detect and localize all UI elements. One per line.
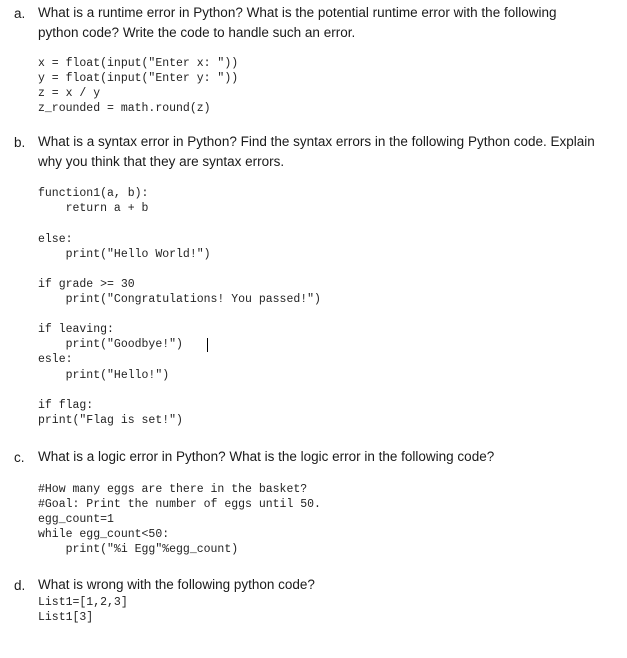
- question-c-text-line1: What is a logic error in Python? What is the logic error in the following code?: [38, 449, 495, 464]
- code-line: #Goal: Print the number of eggs until 50.: [38, 498, 321, 511]
- code-line: print("Congratulations! You passed!"): [38, 293, 321, 306]
- code-line: #How many eggs are there in the basket?: [38, 483, 308, 496]
- question-c-label: c.: [14, 450, 25, 465]
- code-line: print("%i Egg"%egg_count): [38, 543, 239, 556]
- code-line: z = x / y: [38, 87, 101, 100]
- question-a-label: a.: [14, 6, 26, 21]
- question-b-label: b.: [14, 135, 26, 150]
- code-line: if grade >= 30: [38, 278, 135, 291]
- code-line: return a + b: [38, 202, 149, 215]
- code-line: print("Hello World!"): [38, 248, 211, 261]
- question-d-text-line1: What is wrong with the following python code?: [38, 577, 315, 592]
- code-line: if leaving:: [38, 323, 114, 336]
- question-b-text-line2: why you think that they are syntax errors.: [38, 154, 285, 169]
- code-line: function1(a, b):: [38, 187, 149, 200]
- code-line: List1[3]: [38, 611, 94, 624]
- code-line: print("Flag is set!"): [38, 414, 183, 427]
- code-line: List1=[1,2,3]: [38, 596, 128, 609]
- text-cursor: [207, 338, 208, 352]
- code-line: print("Hello!"): [38, 369, 170, 382]
- code-line: egg_count=1: [38, 513, 114, 526]
- code-line: print("Goodbye!"): [38, 338, 183, 351]
- code-line: y = float(input("Enter y: ")): [38, 72, 239, 85]
- code-line: esle:: [38, 353, 73, 366]
- code-line: else:: [38, 233, 73, 246]
- question-b-text-line1: What is a syntax error in Python? Find the syntax errors in the following Python code. Explain: [38, 134, 595, 149]
- question-a-text-line2: python code? Write the code to handle such an error.: [38, 25, 356, 40]
- code-line: x = float(input("Enter x: ")): [38, 57, 239, 70]
- code-line: while egg_count<50:: [38, 528, 170, 541]
- code-line: if flag:: [38, 399, 94, 412]
- question-d-label: d.: [14, 578, 26, 593]
- code-line: z_rounded = math.round(z): [38, 102, 211, 115]
- question-a-text-line1: What is a runtime error in Python? What is the potential runtime error with the following: [38, 5, 557, 20]
